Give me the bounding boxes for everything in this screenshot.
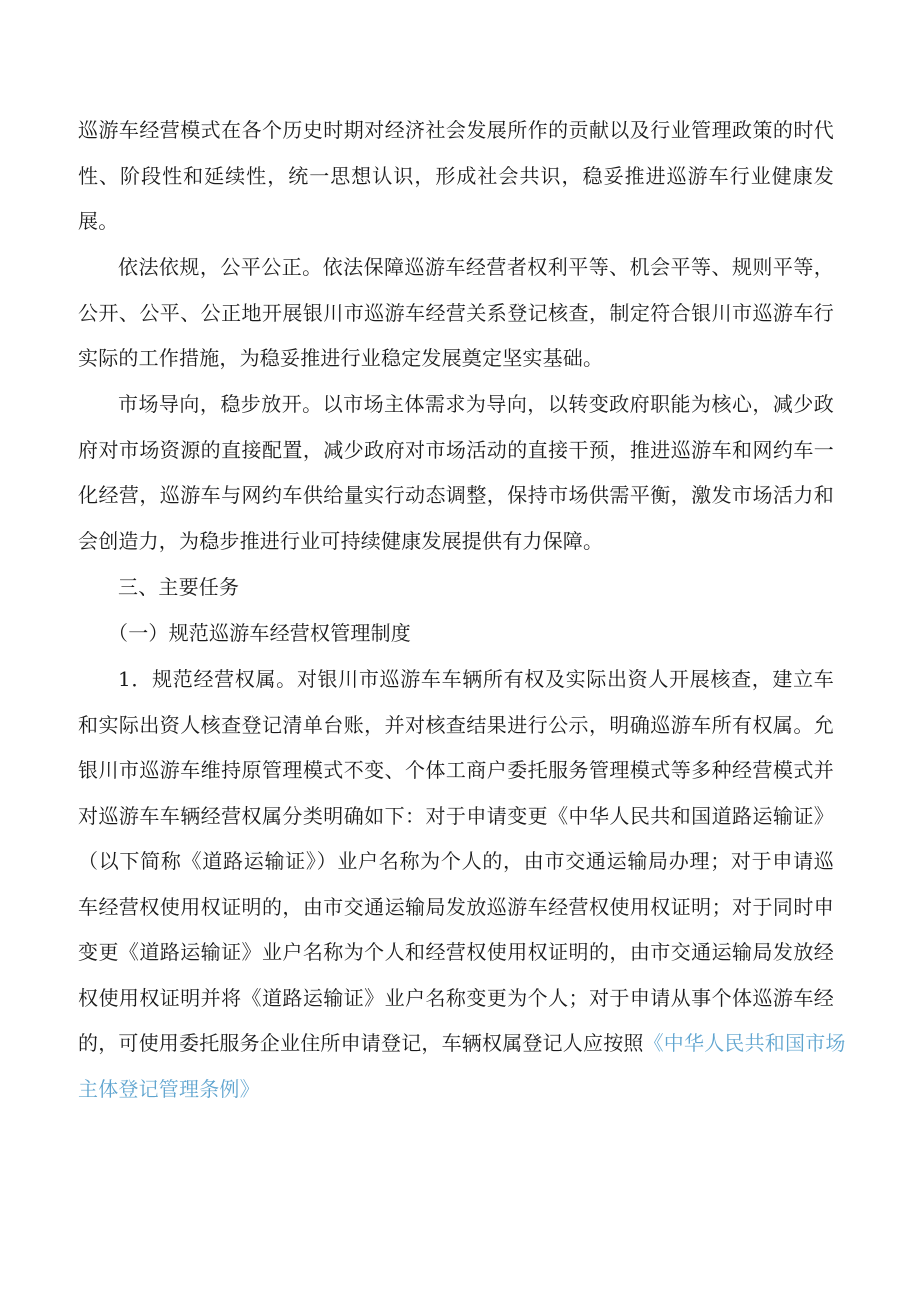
subsection-heading	[78, 611, 834, 657]
paragraph-4	[78, 657, 846, 1112]
text-line: 1．规范经营权属。对银川市巡游车车辆所有权及实际出资人开展核查，建立车	[118, 667, 834, 691]
text-line: 展。	[78, 209, 119, 233]
text-line: 实际的工作措施，为稳妥推进行业稳定发展奠定坚实基础。	[78, 346, 604, 370]
text-line: 车经营权使用权证明的，由市交通运输局发放巡游车经营权使用权证明；对于同时申	[78, 894, 834, 919]
text-line	[78, 1067, 834, 1113]
text-line: 公开、公平、公正地开展银川市巡游车经营关系登记核查，制定符合银川市巡游车行	[78, 300, 834, 325]
text-line: （以下简称《道路运输证》）业户名称为个人的，由市交通运输局办理；对于申请巡	[78, 849, 834, 873]
text-line: 市场导向，稳步放开。以市场主体需求为导向，以转变政府职能为核心，减少政	[118, 392, 834, 416]
section-heading	[78, 565, 834, 611]
heading-text: 三、主要任务	[118, 575, 240, 599]
text-line: 巡游车经营模式在各个历史时期对经济社会发展所作的贡献以及行业管理政策的时代	[78, 118, 834, 142]
regulation-link[interactable]: 《中华人民共和国市场	[643, 1031, 846, 1055]
text-line: 变更《道路运输证》业户名称为个人和经营权使用权证明的，由市交通运输局发放经	[78, 940, 834, 964]
text-line: 权使用权证明并将《道路运输证》业户名称变更为个人；对于申请从事个体巡游车经	[78, 985, 834, 1010]
subheading-text: （一）规范巡游车经营权管理制度	[108, 621, 411, 645]
paragraph-1	[78, 108, 834, 245]
paragraph-3	[78, 382, 834, 564]
text-line: 和实际出资人核查登记清单台账，并对核查结果进行公示，明确巡游车所有权属。允	[78, 712, 834, 737]
text-segment: 的，可使用委托服务企业住所申请登记，车辆权属登记人应按照	[78, 1031, 644, 1055]
text-line: 对巡游车车辆经营权属分类明确如下：对于申请变更《中华人民共和国道路运输证》	[78, 803, 834, 828]
text-line: 府对市场资源的直接配置，减少政府对市场活动的直接干预，推进巡游车和网约车一	[78, 437, 834, 462]
text-line	[78, 1021, 846, 1067]
regulation-link-continued[interactable]: 主体登记管理条例》	[78, 1076, 260, 1101]
paragraph-2	[78, 245, 834, 382]
text-line: 依法依规，公平公正。依法保障巡游车经营者权利平等、机会平等、规则平等，	[118, 255, 834, 279]
text-line: 化经营，巡游车与网约车供给量实行动态调整，保持市场供需平衡，激发市场活力和	[78, 483, 834, 507]
text-line: 银川市巡游车维持原管理模式不变、个体工商户委托服务管理模式等多种经营模式并	[78, 758, 834, 782]
text-line: 会创造力，为稳步推进行业可持续健康发展提供有力保障。	[78, 528, 604, 553]
text-line: 性、阶段性和延续性，统一思想认识，形成社会共识，稳妥推进巡游车行业健康发	[78, 163, 834, 188]
